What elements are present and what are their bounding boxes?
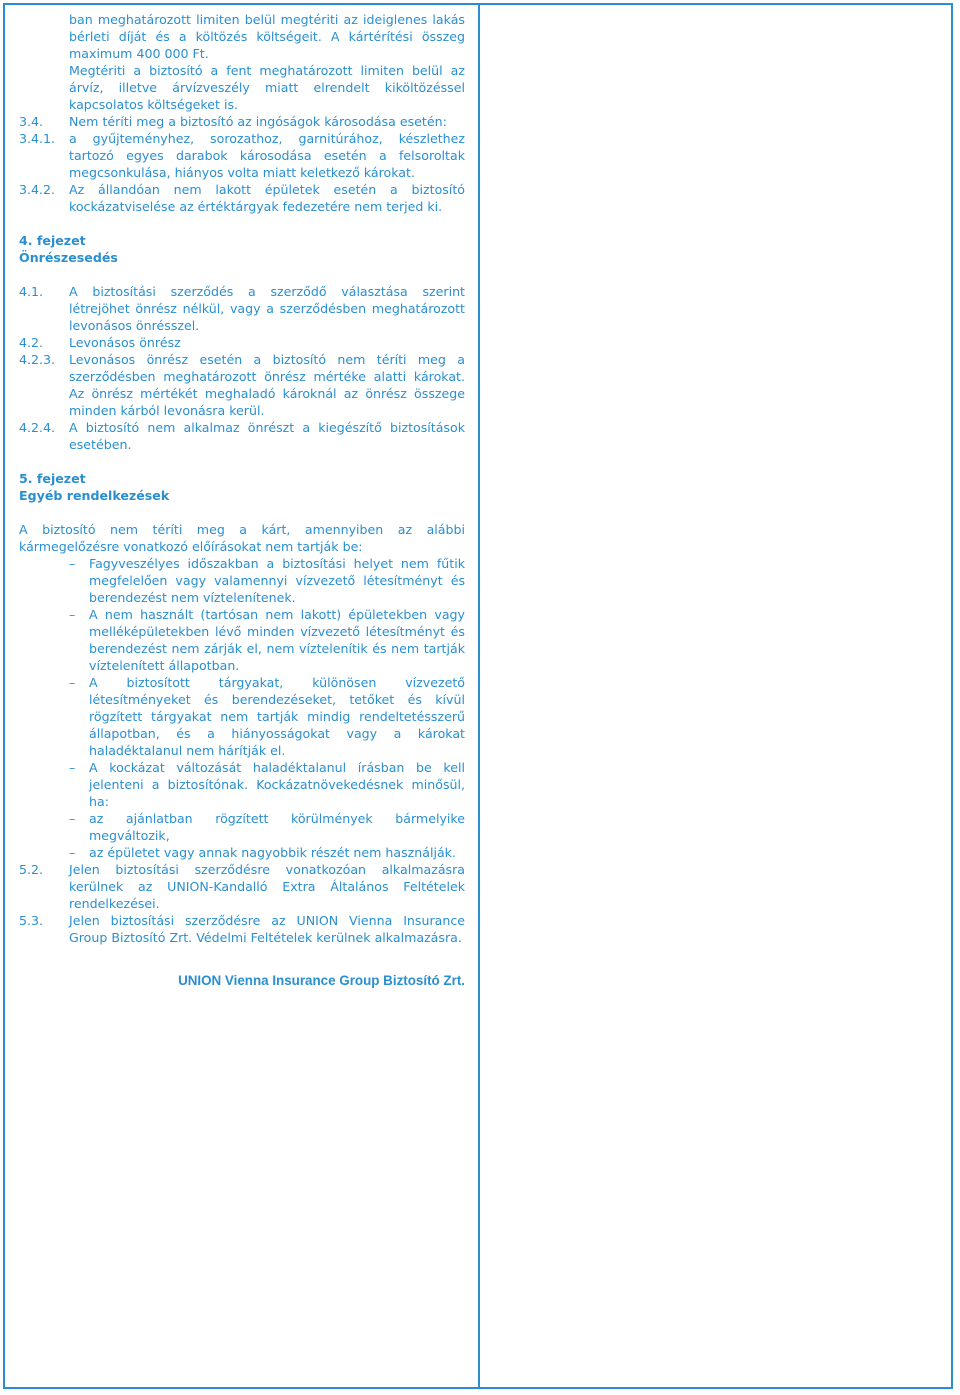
section-text: Jelen biztosítási szerződésre az UNION Vienna Insurance Group Biztosító Zrt. Védelmi Feltételek kerülnek alkalmazásra. bbox=[69, 913, 465, 945]
list-item bbox=[19, 844, 465, 861]
section-text: Levonásos önrész esetén a biztosító nem téríti meg a szerződésben meghatározott önrész mértéke alatti károkat. Az önrész mértékét meghaladó károknál az önrész összege minden kárból levonásra kerül. bbox=[69, 352, 465, 418]
dash-marker: – bbox=[69, 556, 76, 571]
list-item-text: az ajánlatban rögzített körülmények bármelyike megváltozik, bbox=[89, 811, 465, 843]
section-3-4-2 bbox=[19, 181, 465, 215]
chapter-5-title: Egyéb rendelkezések bbox=[19, 488, 170, 503]
section-4-1 bbox=[19, 283, 465, 334]
chapter-4-label: 4. fejezet bbox=[19, 233, 86, 248]
section-number: 4.2. bbox=[19, 335, 44, 350]
company-signature: UNION Vienna Insurance Group Biztosító Zrt. bbox=[178, 973, 465, 988]
intro-paragraph-1: ban meghatározott limiten belül megtériti az ideiglenes lakás bérleti díját és a költözés költségeit. A kártérítési összeg maximum 400 000 Ft. bbox=[69, 12, 465, 61]
dash-marker: – bbox=[69, 607, 76, 622]
section-3-4 bbox=[19, 113, 465, 130]
section-number: 3.4.2. bbox=[19, 182, 56, 197]
section-number: 4.2.3. bbox=[19, 352, 56, 367]
section-text: Levonásos önrész bbox=[69, 335, 181, 350]
section-number: 3.4.1. bbox=[19, 131, 56, 146]
list-item-text: Fagyveszélyes időszakban a biztosítási helyet nem fűtik megfelelően vagy valamennyi vízvezető létesítményt és berendezést nem víztelenítenek. bbox=[89, 556, 465, 605]
section-4-2-4 bbox=[19, 419, 465, 453]
section-5-intro: A biztosító nem téríti meg a kárt, amennyiben az alábbi kármegelőzésre vonatkozó előírásokat nem tartják be: bbox=[19, 522, 465, 554]
section-text: A biztosítási szerződés a szerződő választása szerint létrejöhet önrész nélkül, vagy a szerződésben meghatározott levonásos önrésszel. bbox=[69, 284, 465, 333]
chapter-4-title: Önrészesedés bbox=[19, 250, 118, 265]
section-number: 3.4. bbox=[19, 114, 44, 129]
list-item bbox=[19, 555, 465, 606]
list-item-text: az épületet vagy annak nagyobbik részét nem használják. bbox=[89, 845, 456, 860]
list-item-text: A nem használt (tartósan nem lakott) épületekben vagy melléképületekben lévő minden vízvezető létesítményt és berendezést nem zárják el, nem víztelenítik és nem tartják víztelenített állapotban. bbox=[89, 607, 465, 673]
dash-marker: – bbox=[69, 675, 76, 690]
section-number: 5.2. bbox=[19, 862, 44, 877]
dash-marker: – bbox=[69, 845, 76, 860]
list-item bbox=[19, 810, 465, 844]
section-number: 4.2.4. bbox=[19, 420, 56, 435]
section-number: 5.3. bbox=[19, 913, 44, 928]
chapter-5-label: 5. fejezet bbox=[19, 471, 86, 486]
dash-marker: – bbox=[69, 760, 76, 775]
column-divider bbox=[478, 3, 480, 1389]
list-item-text: A biztosított tárgyakat, különösen vízvezető létesítményeket és berendezéseket, tetőket és kívül rögzített tárgyakat nem tartják mindig rendeltetésszerű állapotban, és a hiányosságokat vagy a károkat haladéktalanul nem hárítják el. bbox=[89, 675, 465, 758]
intro-paragraph-2: Megtériti a biztosító a fent meghatározott limiten belül az árvíz, illetve árvízveszély miatt elrendelt kiköltözéssel kapcsolatos költségeket is. bbox=[69, 63, 465, 112]
section-text: Az állandóan nem lakott épületek esetén a biztosító kockázatviselése az értéktárgyak fedezetére nem terjed ki. bbox=[69, 182, 465, 214]
list-item bbox=[19, 674, 465, 759]
section-5-3 bbox=[19, 912, 465, 946]
section-number: 4.1. bbox=[19, 284, 44, 299]
left-column bbox=[19, 11, 465, 989]
section-4-2-3 bbox=[19, 351, 465, 419]
section-5-2 bbox=[19, 861, 465, 912]
list-item-text: A kockázat változását haladéktalanul írásban be kell jelenteni a biztosítónak. Kockázatnövekedésnek minősül, ha: bbox=[89, 760, 465, 809]
dash-marker: – bbox=[69, 811, 76, 826]
list-item bbox=[19, 606, 465, 674]
list-item bbox=[19, 759, 465, 810]
section-text: Nem téríti meg a biztosító az ingóságok károsodása esetén: bbox=[69, 114, 447, 129]
section-text: a gyűjteményhez, sorozathoz, garnitúrához, készlethez tartozó egyes darabok károsodása esetén a felsoroltak megcsonkulása, hiányos volta miatt keletkező károkat. bbox=[69, 131, 465, 180]
section-text: Jelen biztosítási szerződésre vonatkozóan alkalmazásra kerülnek az UNION-Kandalló Extra Általános Feltételek rendelkezései. bbox=[69, 862, 465, 911]
section-text: A biztosító nem alkalmaz önrészt a kiegészítő biztosítások esetében. bbox=[69, 420, 465, 452]
section-4-2 bbox=[19, 334, 465, 351]
section-3-4-1 bbox=[19, 130, 465, 181]
